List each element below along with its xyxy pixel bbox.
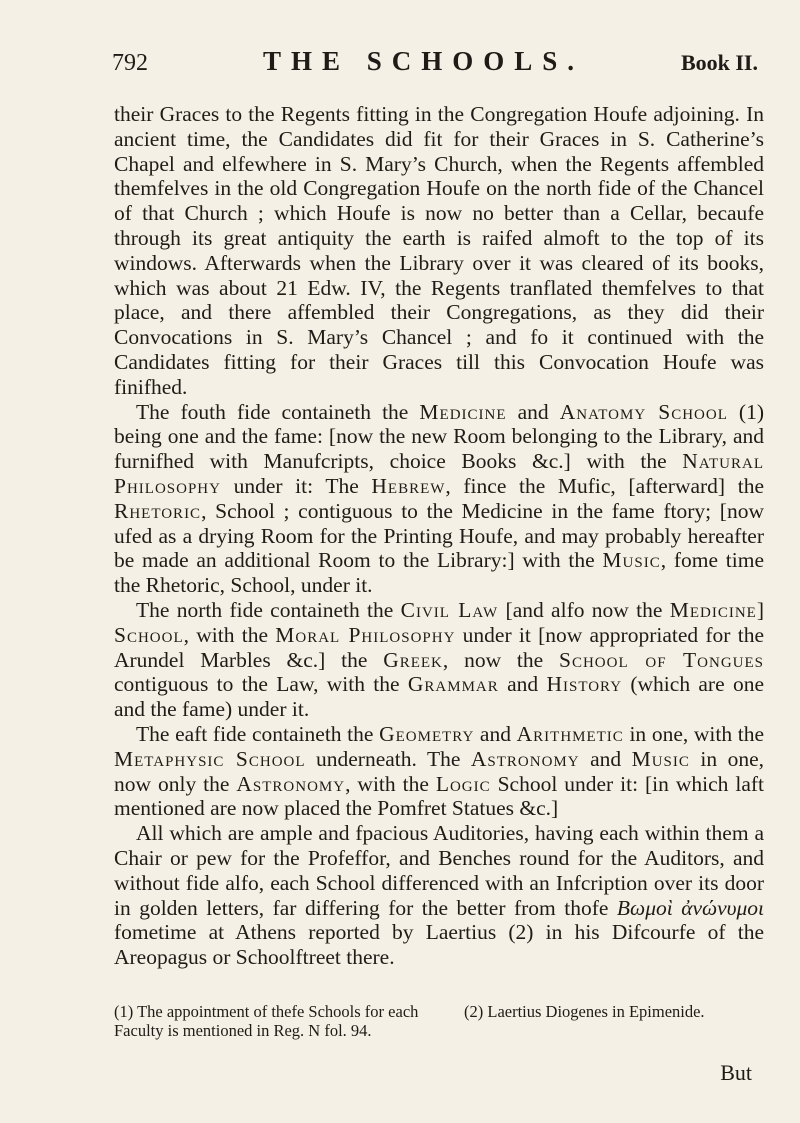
text-run: underneath. The xyxy=(305,746,471,771)
small-caps-run: Astronomy xyxy=(236,771,346,796)
text-run: in one, now only the xyxy=(114,746,764,796)
text-run: in one, with the xyxy=(623,721,765,746)
small-caps-run: Music xyxy=(631,746,690,771)
text-run: , fome time the Rhetoric, School, under it. xyxy=(114,548,764,598)
text-run: and xyxy=(506,399,560,424)
text-run: All which are ample and fpacious Auditories, having each within them a Chair or pew for the Profeffor, and Benches round for the Auditors, and without fide alfo, each School differenced with an Infcription over its door in golden letters, far differing for the better from thofe xyxy=(114,821,764,920)
small-caps-run: School of Tongues xyxy=(559,647,764,672)
book-label: Book II. xyxy=(680,50,758,75)
text-run: , now the xyxy=(442,647,559,672)
small-caps-run: Music xyxy=(602,548,661,573)
text-run: fometime at Athens reported by Laertius (2) in his Difcourfe of the Areopagus or Schoolftreet there. xyxy=(114,920,764,970)
text-run: [and alfo now the xyxy=(498,597,670,622)
text-run: ] xyxy=(756,597,765,622)
text-run: under it: The xyxy=(220,473,372,498)
text-run: The north fide containeth the xyxy=(136,597,401,622)
text-run: and xyxy=(579,746,632,771)
small-caps-run: School xyxy=(114,622,184,647)
small-caps-run: Grammar xyxy=(407,672,499,697)
footnote-2: (2) Laertius Diogenes in Epimenide. xyxy=(464,1002,705,1021)
small-caps-run: Arithmetic xyxy=(516,721,624,746)
footnote-1: (1) The appointment of thefe Schools for each Faculty is mentioned in Reg. N fol. 94. xyxy=(114,1002,419,1040)
small-caps-run: Hebrew xyxy=(371,473,446,498)
text-run: (1) being one and the fame: [now the new Room belonging to the Library, and furnifhed with Manufcripts, choice Books &c.] with the xyxy=(114,399,765,474)
small-caps-run: Medicine xyxy=(419,399,507,424)
text-run: The eaft fide containeth the xyxy=(136,721,380,746)
small-caps-run: History xyxy=(546,672,623,697)
small-caps-run: Anatomy School xyxy=(559,399,728,424)
paragraph-1: their Graces to the Regents fitting in the Congregation Houfe adjoining. In ancient time, the Candidates did fit for their Graces in S. Catherine’s Chapel and elfewhere in S. Mary’s Church, when the Regents affembled themfelves in the old Congregation Houfe on the north fide of the Chancel of that Church ; which Houfe is now no better than a Cellar, becaufe through its great antiquity the earth is raifed almoft to the top of its windows. Afterwards when the Library over it was cleared of its books, which was about 21 Edw. IV, the Regents tranflated themfelves to that place, and there affembled their Congregations, as they did their Convocations in S. Mary’s Chancel ; and fo it continued with the Candidates fitting for their Graces till this Convocation Houfe was finifhed. xyxy=(114,102,764,399)
catchword: But xyxy=(720,1060,752,1085)
small-caps-run: Geometry xyxy=(379,721,475,746)
small-caps-run: Metaphysic School xyxy=(114,746,306,771)
footnotes xyxy=(114,1002,764,1040)
text-run: School under it: [in which laft mentioned are now placed the Pomfret Statues &c.] xyxy=(114,771,764,821)
body-text xyxy=(114,102,764,970)
running-title: THE SCHOOLS. xyxy=(262,46,585,76)
text-run: and xyxy=(498,672,547,697)
paragraph-4 xyxy=(114,722,764,821)
text-run: , School ; contiguous to the Medicine in the fame ftory; [now ufed as a drying Room for the Printing Houfe, and may probably hereafter be made an additional Room to the Library:] with the xyxy=(114,498,764,573)
small-caps-run: Astronomy xyxy=(470,746,580,771)
text-run: The fouth fide containeth the xyxy=(136,399,420,424)
text-run: contiguous to the Law, with the xyxy=(114,672,408,697)
small-caps-run: Rhetoric xyxy=(114,498,202,523)
greek-phrase: Βωμοὶ ἀνώνυμοι xyxy=(616,895,764,920)
small-caps-run: Greek xyxy=(383,647,443,672)
paragraph-3 xyxy=(114,598,764,722)
text-run: , with the xyxy=(183,622,276,647)
small-caps-run: Civil Law xyxy=(400,597,499,622)
text-run: under it [now appropriated for the Arundel Marbles &c.] the xyxy=(114,622,764,672)
paragraph-2 xyxy=(114,400,764,598)
text-run: , with the xyxy=(345,771,436,796)
text-run: (which are one and the fame) under it. xyxy=(114,672,764,722)
text-run: and xyxy=(474,721,517,746)
page-header xyxy=(112,46,758,86)
text-run: , fince the Mufic, [afterward] the xyxy=(445,473,764,498)
small-caps-run: Medicine xyxy=(669,597,757,622)
small-caps-run: Natural Philosophy xyxy=(114,449,764,498)
page-number: 792 xyxy=(112,50,148,76)
small-caps-run: Moral Philosophy xyxy=(275,622,456,647)
paragraph-5 xyxy=(114,821,764,970)
small-caps-run: Logic xyxy=(435,771,491,796)
